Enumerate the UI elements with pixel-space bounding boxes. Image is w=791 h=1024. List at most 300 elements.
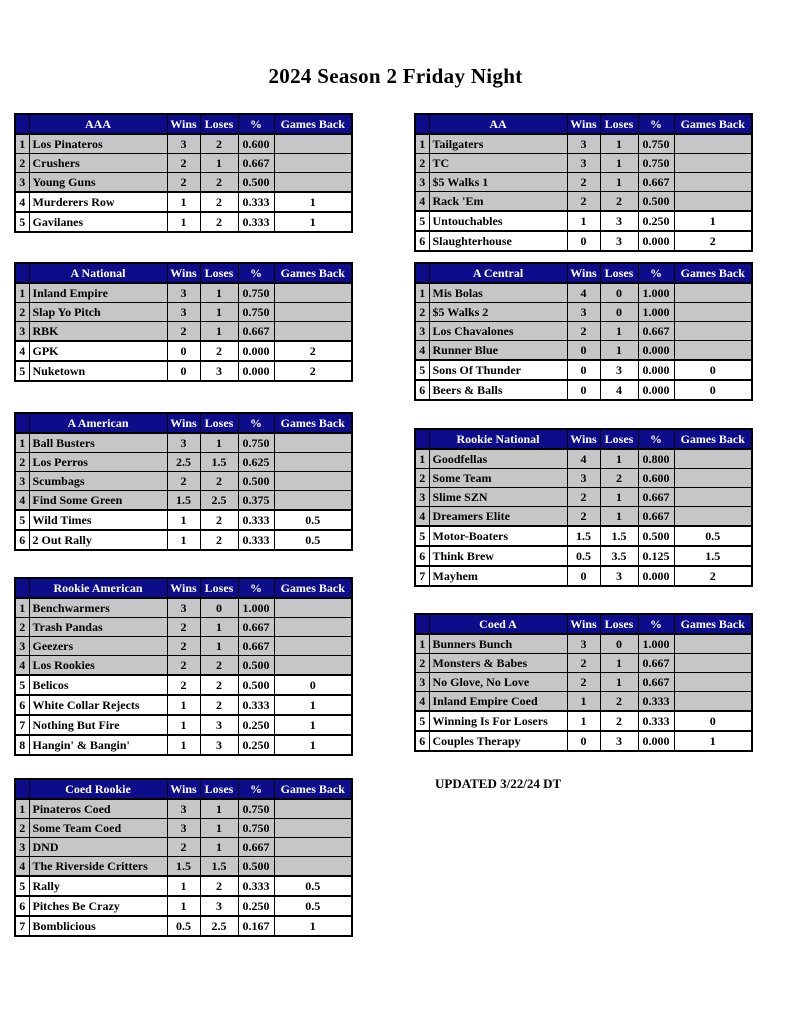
team-row	[15, 134, 352, 154]
games-back-cell	[674, 322, 752, 341]
wins-cell: 0	[567, 341, 600, 361]
wins-cell: 2	[167, 656, 200, 676]
games-back-cell	[274, 491, 352, 511]
team-name-cell: $5 Walks 2	[429, 303, 567, 322]
rank-cell: 5	[15, 876, 29, 896]
column-header-games-back: Games Back	[674, 429, 752, 449]
league-header: Coed Rookie	[29, 779, 167, 799]
pct-cell: 0.750	[238, 819, 274, 838]
rank-cell: 7	[415, 566, 429, 586]
rank-cell: 2	[15, 819, 29, 838]
team-name-cell: Sons Of Thunder	[429, 360, 567, 380]
standings-table-a-american	[14, 412, 353, 551]
league-header: Rookie National	[429, 429, 567, 449]
pct-cell: 0.500	[238, 675, 274, 695]
loses-cell: 2	[600, 692, 638, 712]
pct-cell: 0.500	[238, 656, 274, 676]
wins-cell: 1	[167, 695, 200, 715]
rank-cell: 3	[15, 322, 29, 342]
column-header-wins: Wins	[567, 614, 600, 634]
rank-cell: 3	[415, 322, 429, 341]
rank-cell: 4	[15, 341, 29, 361]
team-name-cell: Geezers	[29, 637, 167, 656]
rank-cell: 2	[15, 154, 29, 173]
header-row	[415, 263, 752, 283]
loses-cell: 2	[200, 510, 238, 530]
games-back-cell: 0	[674, 711, 752, 731]
games-back-cell: 0.5	[274, 530, 352, 550]
rank-cell: 4	[415, 507, 429, 527]
team-name-cell: Los Perros	[29, 453, 167, 472]
loses-cell: 2	[200, 876, 238, 896]
league-header: AAA	[29, 114, 167, 134]
column-header-loses: Loses	[600, 114, 638, 134]
rank-cell: 1	[15, 598, 29, 618]
games-back-cell	[674, 469, 752, 488]
rank-column-header	[415, 114, 429, 134]
team-name-cell: Ball Busters	[29, 433, 167, 453]
loses-cell: 1	[200, 154, 238, 173]
team-row	[15, 472, 352, 491]
rank-cell: 4	[15, 491, 29, 511]
team-name-cell: GPK	[29, 341, 167, 361]
team-row	[15, 361, 352, 381]
team-name-cell: Wild Times	[29, 510, 167, 530]
loses-cell: 1	[600, 154, 638, 173]
rank-column-header	[415, 614, 429, 634]
team-row	[415, 731, 752, 751]
rank-cell: 5	[415, 526, 429, 546]
team-name-cell: Think Brew	[429, 546, 567, 566]
games-back-cell	[674, 283, 752, 303]
pct-cell: 0.250	[238, 896, 274, 916]
rank-cell: 4	[15, 857, 29, 877]
pct-cell: 0.667	[638, 673, 674, 692]
rank-cell: 3	[15, 472, 29, 491]
team-name-cell: Benchwarmers	[29, 598, 167, 618]
team-row	[15, 283, 352, 303]
loses-cell: 1	[600, 134, 638, 154]
team-row	[15, 303, 352, 322]
team-row	[15, 453, 352, 472]
team-name-cell: Inland Empire Coed	[429, 692, 567, 712]
loses-cell: 0	[600, 283, 638, 303]
rank-cell: 4	[15, 192, 29, 212]
team-name-cell: Find Some Green	[29, 491, 167, 511]
rank-cell: 1	[415, 449, 429, 469]
wins-cell: 2	[567, 673, 600, 692]
team-row	[415, 380, 752, 400]
team-row	[15, 916, 352, 936]
column-header-loses: Loses	[200, 779, 238, 799]
column-header-pct: %	[238, 263, 274, 283]
rank-column-header	[15, 413, 29, 433]
loses-cell: 1	[200, 819, 238, 838]
column-header-wins: Wins	[567, 263, 600, 283]
pct-cell: 0.000	[638, 231, 674, 251]
loses-cell: 1.5	[600, 526, 638, 546]
team-name-cell: Monsters & Babes	[429, 654, 567, 673]
games-back-cell	[674, 507, 752, 527]
games-back-cell	[674, 173, 752, 192]
pct-cell: 1.000	[638, 634, 674, 654]
team-name-cell: Trash Pandas	[29, 618, 167, 637]
team-row	[415, 711, 752, 731]
column-header-games-back: Games Back	[274, 413, 352, 433]
column-header-pct: %	[238, 779, 274, 799]
team-row	[415, 192, 752, 212]
games-back-cell	[674, 134, 752, 154]
games-back-cell	[274, 283, 352, 303]
team-name-cell: Rally	[29, 876, 167, 896]
games-back-cell	[274, 173, 352, 193]
team-name-cell: Bunners Bunch	[429, 634, 567, 654]
loses-cell: 1	[600, 449, 638, 469]
rank-cell: 8	[15, 735, 29, 755]
loses-cell: 2.5	[200, 916, 238, 936]
team-name-cell: Pitches Be Crazy	[29, 896, 167, 916]
loses-cell: 1	[600, 654, 638, 673]
games-back-cell: 1	[274, 735, 352, 755]
column-header-pct: %	[638, 114, 674, 134]
rank-cell: 1	[15, 283, 29, 303]
wins-cell: 2	[167, 173, 200, 193]
team-name-cell: Scumbags	[29, 472, 167, 491]
team-name-cell: TC	[429, 154, 567, 173]
team-name-cell: The Riverside Critters	[29, 857, 167, 877]
games-back-cell: 0.5	[674, 526, 752, 546]
pct-cell: 0.000	[238, 361, 274, 381]
team-name-cell: No Glove, No Love	[429, 673, 567, 692]
rank-cell: 3	[15, 173, 29, 193]
team-row	[15, 154, 352, 173]
rank-cell: 5	[415, 360, 429, 380]
loses-cell: 3	[600, 566, 638, 586]
pct-cell: 0.000	[638, 731, 674, 751]
team-name-cell: Tailgaters	[429, 134, 567, 154]
header-row	[15, 578, 352, 598]
wins-cell: 3	[167, 598, 200, 618]
standings-table-a-national	[14, 262, 353, 382]
wins-cell: 2	[167, 154, 200, 173]
loses-cell: 1.5	[200, 857, 238, 877]
pct-cell: 0.000	[238, 341, 274, 361]
loses-cell: 2	[200, 675, 238, 695]
wins-cell: 2	[567, 173, 600, 192]
rank-cell: 2	[415, 654, 429, 673]
pct-cell: 0.333	[238, 530, 274, 550]
team-name-cell: Belicos	[29, 675, 167, 695]
rank-cell: 6	[415, 546, 429, 566]
wins-cell: 3	[167, 303, 200, 322]
rank-cell: 1	[415, 283, 429, 303]
rank-cell: 2	[415, 303, 429, 322]
rank-cell: 3	[415, 488, 429, 507]
team-row	[15, 876, 352, 896]
pct-cell: 0.500	[238, 857, 274, 877]
wins-cell: 2	[167, 472, 200, 491]
pct-cell: 0.750	[238, 799, 274, 819]
column-header-games-back: Games Back	[274, 114, 352, 134]
rank-cell: 6	[15, 695, 29, 715]
pct-cell: 0.750	[238, 433, 274, 453]
wins-cell: 3	[167, 799, 200, 819]
column-header-wins: Wins	[167, 413, 200, 433]
team-row	[15, 715, 352, 735]
pct-cell: 0.167	[238, 916, 274, 936]
team-row	[15, 173, 352, 193]
team-row	[415, 654, 752, 673]
team-name-cell: Some Team Coed	[29, 819, 167, 838]
column-header-pct: %	[638, 614, 674, 634]
loses-cell: 2.5	[200, 491, 238, 511]
rank-cell: 4	[415, 192, 429, 212]
loses-cell: 2	[200, 134, 238, 154]
team-name-cell: Crushers	[29, 154, 167, 173]
rank-cell: 7	[15, 715, 29, 735]
team-name-cell: Los Pinateros	[29, 134, 167, 154]
wins-cell: 3	[167, 433, 200, 453]
rank-column-header	[415, 263, 429, 283]
team-name-cell: Untouchables	[429, 211, 567, 231]
pct-cell: 0.750	[638, 134, 674, 154]
team-row	[415, 692, 752, 712]
team-row	[15, 857, 352, 877]
pct-cell: 0.667	[238, 322, 274, 342]
team-name-cell: White Collar Rejects	[29, 695, 167, 715]
wins-cell: 1	[167, 876, 200, 896]
loses-cell: 2	[600, 469, 638, 488]
team-row	[15, 491, 352, 511]
pct-cell: 0.625	[238, 453, 274, 472]
column-header-games-back: Games Back	[274, 263, 352, 283]
column-header-loses: Loses	[600, 614, 638, 634]
wins-cell: 1.5	[167, 857, 200, 877]
pct-cell: 1.000	[238, 598, 274, 618]
games-back-cell: 0	[274, 675, 352, 695]
wins-cell: 1	[167, 715, 200, 735]
wins-cell: 2	[167, 322, 200, 342]
pct-cell: 0.667	[238, 637, 274, 656]
loses-cell: 2	[200, 173, 238, 193]
team-name-cell: $5 Walks 1	[429, 173, 567, 192]
loses-cell: 1	[600, 341, 638, 361]
games-back-cell	[274, 838, 352, 857]
games-back-cell	[674, 634, 752, 654]
standings-table-a-central	[414, 262, 753, 401]
rank-cell: 1	[415, 134, 429, 154]
rank-cell: 6	[415, 380, 429, 400]
team-row	[415, 154, 752, 173]
wins-cell: 2	[167, 675, 200, 695]
team-name-cell: Bomblicious	[29, 916, 167, 936]
team-row	[415, 231, 752, 251]
team-row	[15, 819, 352, 838]
header-row	[15, 263, 352, 283]
rank-cell: 5	[15, 361, 29, 381]
team-row	[415, 673, 752, 692]
pct-cell: 0.500	[238, 472, 274, 491]
games-back-cell: 1.5	[674, 546, 752, 566]
games-back-cell	[274, 322, 352, 342]
loses-cell: 2	[200, 341, 238, 361]
wins-cell: 0	[167, 361, 200, 381]
rank-column-header	[415, 429, 429, 449]
team-name-cell: DND	[29, 838, 167, 857]
pct-cell: 0.000	[638, 566, 674, 586]
loses-cell: 1	[200, 799, 238, 819]
pct-cell: 0.000	[638, 360, 674, 380]
column-header-wins: Wins	[167, 779, 200, 799]
loses-cell: 3	[600, 211, 638, 231]
team-name-cell: Slap Yo Pitch	[29, 303, 167, 322]
team-name-cell: Nuketown	[29, 361, 167, 381]
games-back-cell	[674, 341, 752, 361]
team-row	[415, 341, 752, 361]
team-name-cell: Inland Empire	[29, 283, 167, 303]
column-header-wins: Wins	[167, 114, 200, 134]
games-back-cell	[674, 692, 752, 712]
rank-cell: 1	[415, 634, 429, 654]
wins-cell: 2	[567, 654, 600, 673]
column-header-pct: %	[238, 578, 274, 598]
pct-cell: 1.000	[638, 283, 674, 303]
standings-table-aaa	[14, 113, 353, 233]
wins-cell: 1.5	[567, 526, 600, 546]
pct-cell: 0.667	[638, 507, 674, 527]
games-back-cell: 1	[274, 715, 352, 735]
column-header-games-back: Games Back	[274, 578, 352, 598]
games-back-cell	[274, 656, 352, 676]
updated-note: UPDATED 3/22/24 DT	[435, 776, 562, 791]
wins-cell: 3	[167, 819, 200, 838]
rank-column-header	[15, 578, 29, 598]
standings-table-coed-a	[414, 613, 753, 752]
loses-cell: 1	[600, 173, 638, 192]
loses-cell: 2	[200, 212, 238, 232]
wins-cell: 3	[567, 303, 600, 322]
team-name-cell: Mayhem	[429, 566, 567, 586]
rank-cell: 5	[15, 212, 29, 232]
column-header-wins: Wins	[167, 578, 200, 598]
wins-cell: 1	[167, 530, 200, 550]
column-header-games-back: Games Back	[274, 779, 352, 799]
loses-cell: 0	[600, 634, 638, 654]
loses-cell: 3	[600, 360, 638, 380]
loses-cell: 1	[600, 488, 638, 507]
games-back-cell	[274, 637, 352, 656]
rank-column-header	[15, 779, 29, 799]
games-back-cell	[274, 154, 352, 173]
loses-cell: 1.5	[200, 453, 238, 472]
loses-cell: 3	[200, 896, 238, 916]
team-name-cell: Goodfellas	[429, 449, 567, 469]
games-back-cell	[274, 453, 352, 472]
pct-cell: 0.333	[238, 192, 274, 212]
rank-cell: 2	[415, 469, 429, 488]
team-name-cell: Slime SZN	[429, 488, 567, 507]
pct-cell: 0.667	[238, 154, 274, 173]
team-name-cell: Couples Therapy	[429, 731, 567, 751]
team-row	[15, 735, 352, 755]
wins-cell: 2	[567, 488, 600, 507]
wins-cell: 4	[567, 283, 600, 303]
pct-cell: 0.333	[238, 876, 274, 896]
wins-cell: 1	[167, 510, 200, 530]
page-title: 2024 Season 2 Friday Night	[268, 64, 523, 88]
pct-cell: 0.750	[638, 154, 674, 173]
loses-cell: 1	[200, 838, 238, 857]
games-back-cell	[674, 303, 752, 322]
team-name-cell: Runner Blue	[429, 341, 567, 361]
loses-cell: 3	[600, 731, 638, 751]
pct-cell: 0.333	[238, 212, 274, 232]
team-name-cell: Winning Is For Losers	[429, 711, 567, 731]
wins-cell: 1.5	[167, 491, 200, 511]
column-header-games-back: Games Back	[674, 614, 752, 634]
rank-cell: 2	[15, 303, 29, 322]
team-row	[15, 618, 352, 637]
pct-cell: 0.333	[238, 695, 274, 715]
team-row	[15, 192, 352, 212]
rank-cell: 5	[415, 711, 429, 731]
games-back-cell: 2	[274, 361, 352, 381]
games-back-cell: 2	[274, 341, 352, 361]
games-back-cell	[274, 134, 352, 154]
rank-cell: 2	[15, 453, 29, 472]
rank-cell: 6	[415, 731, 429, 751]
team-row	[415, 283, 752, 303]
wins-cell: 0	[567, 231, 600, 251]
wins-cell: 2	[567, 192, 600, 212]
column-header-wins: Wins	[567, 114, 600, 134]
column-header-loses: Loses	[200, 578, 238, 598]
team-row	[15, 896, 352, 916]
games-back-cell: 0	[674, 360, 752, 380]
column-header-loses: Loses	[200, 263, 238, 283]
wins-cell: 3	[567, 134, 600, 154]
pct-cell: 0.500	[238, 173, 274, 193]
rank-cell: 3	[415, 673, 429, 692]
team-name-cell: Pinateros Coed	[29, 799, 167, 819]
team-name-cell: Motor-Boaters	[429, 526, 567, 546]
loses-cell: 3	[200, 361, 238, 381]
pct-cell: 0.333	[638, 711, 674, 731]
loses-cell: 1	[200, 637, 238, 656]
team-name-cell: 2 Out Rally	[29, 530, 167, 550]
games-back-cell	[274, 618, 352, 637]
team-name-cell: Los Rookies	[29, 656, 167, 676]
team-row	[15, 838, 352, 857]
wins-cell: 2	[567, 322, 600, 341]
header-row	[15, 114, 352, 134]
league-header: A National	[29, 263, 167, 283]
wins-cell: 1	[567, 711, 600, 731]
loses-cell: 1	[600, 673, 638, 692]
wins-cell: 1	[167, 735, 200, 755]
team-row	[415, 134, 752, 154]
header-row	[15, 413, 352, 433]
pct-cell: 0.000	[638, 341, 674, 361]
loses-cell: 2	[200, 530, 238, 550]
team-name-cell: Rack 'Em	[429, 192, 567, 212]
games-back-cell: 0	[674, 380, 752, 400]
wins-cell: 1	[167, 212, 200, 232]
standings-table-rookie-american	[14, 577, 353, 756]
team-row	[15, 510, 352, 530]
team-row	[415, 211, 752, 231]
wins-cell: 2	[167, 637, 200, 656]
